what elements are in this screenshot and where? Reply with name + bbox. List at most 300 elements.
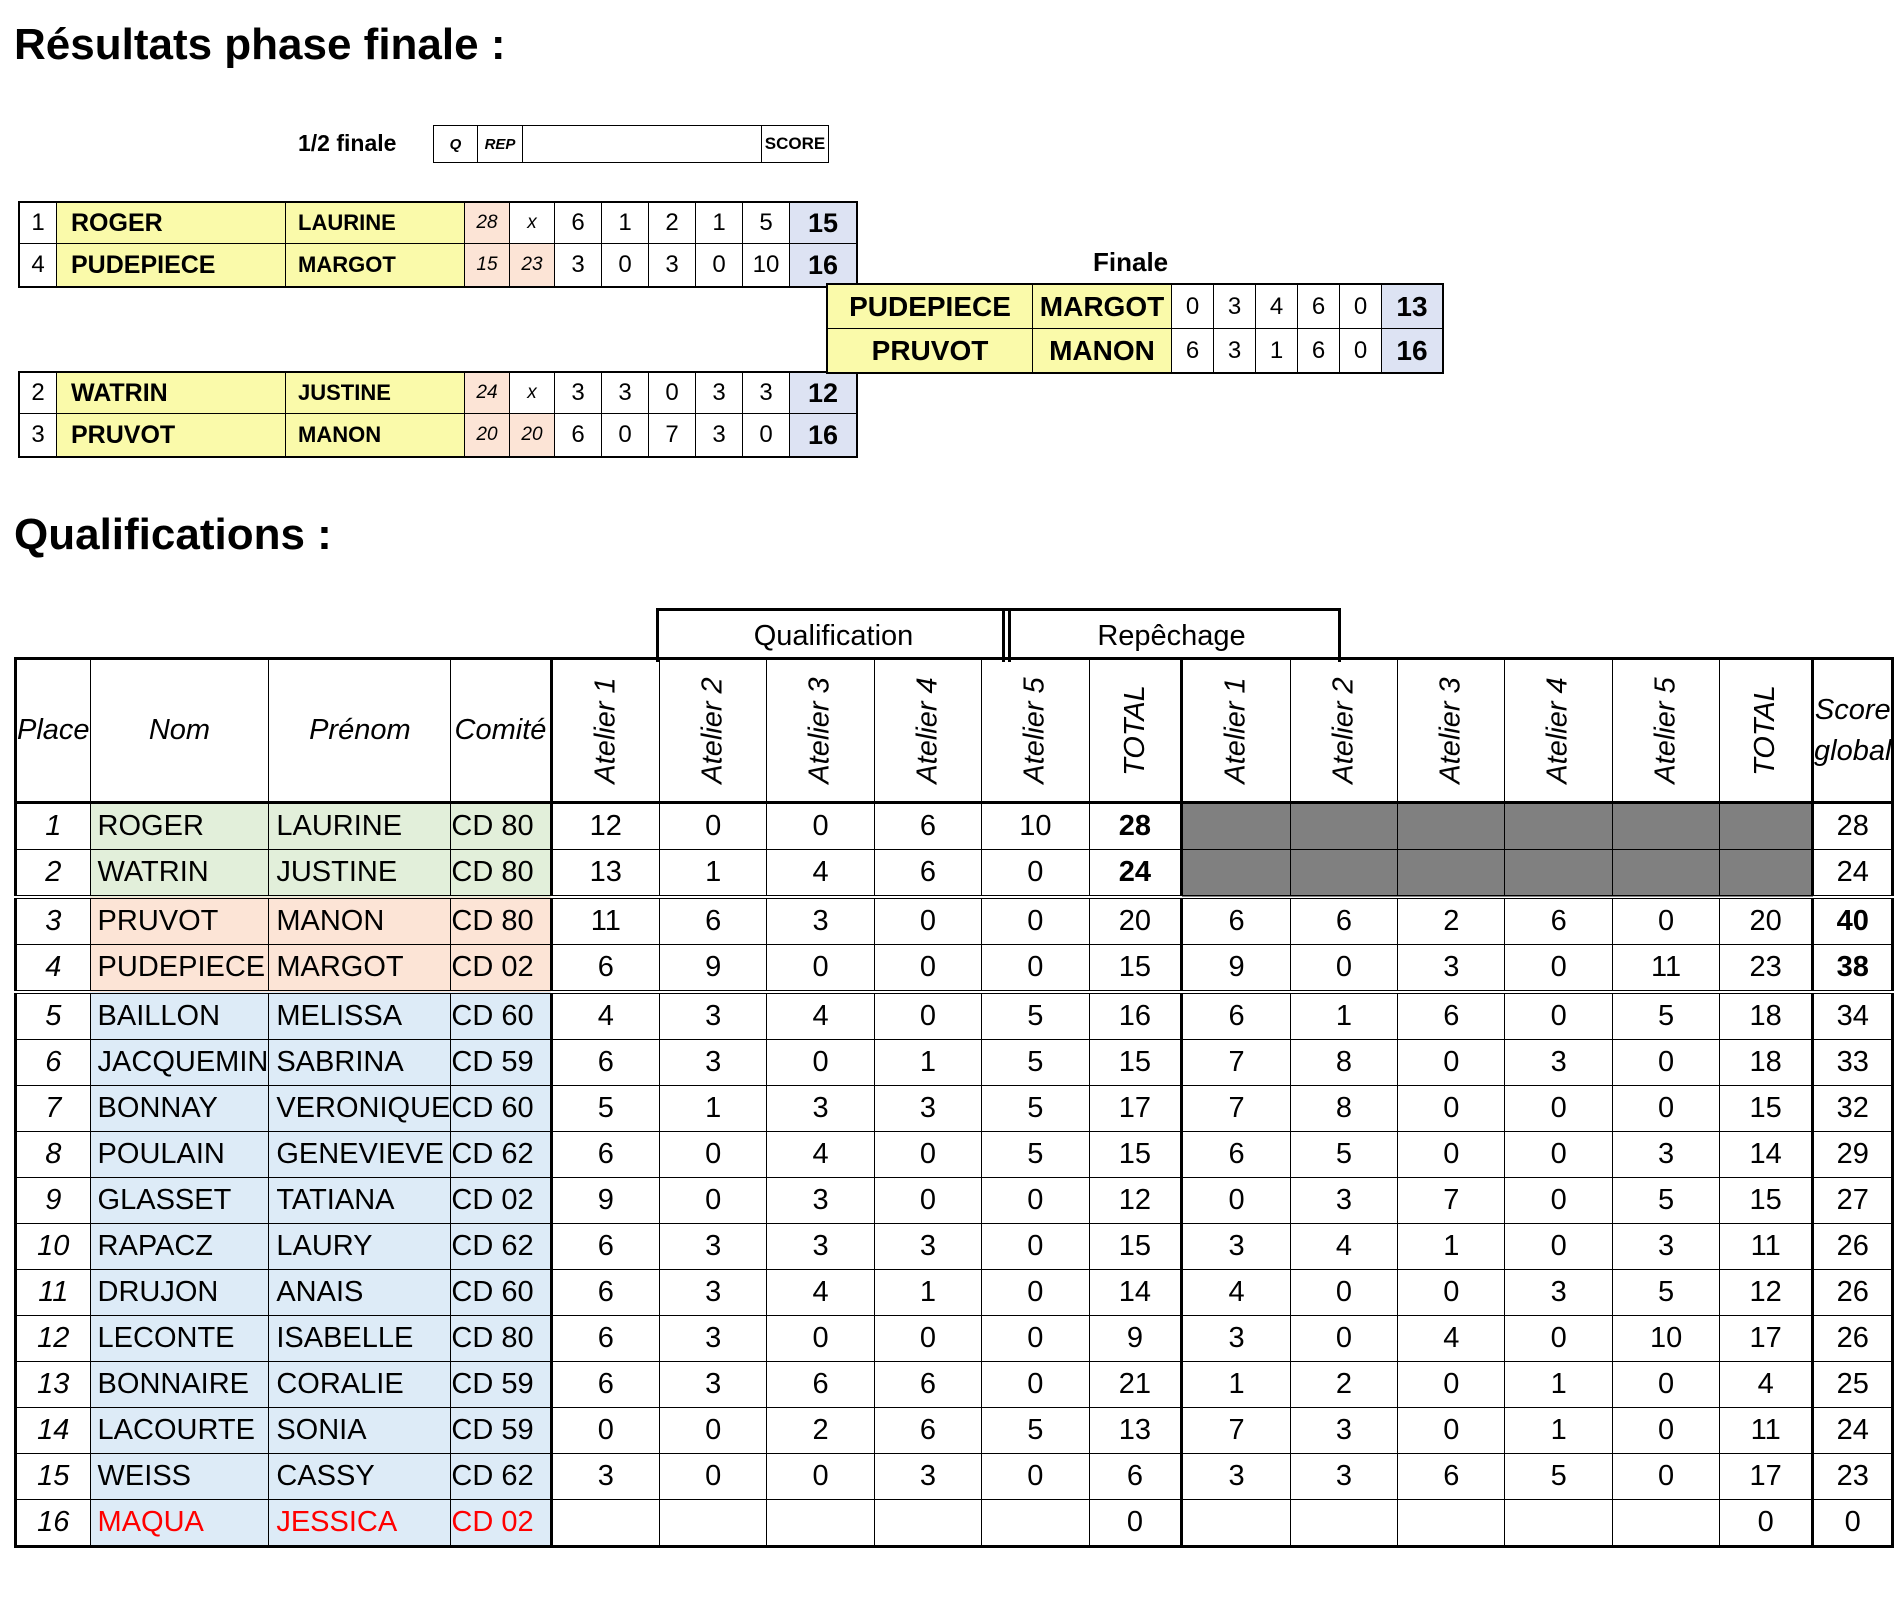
rep-atelier-cell: 3 [1505,1270,1612,1316]
table-row [16,1316,1893,1362]
table-row [16,1500,1893,1547]
comite-cell: CD 02 [451,1178,551,1224]
rep-atelier-cell: 1 [1290,992,1397,1040]
prenom-cell: SONIA [269,1408,451,1454]
rep-atelier-cell: 0 [1612,897,1719,945]
nom-cell: PUDEPIECE [90,945,269,993]
rep-atelier-cell: 3 [1612,1132,1719,1178]
qual-atelier-cell: 0 [982,1178,1089,1224]
table-row [16,897,1893,945]
rep-atelier-cell [1398,850,1505,898]
rep-atelier-cell: 0 [1182,1178,1290,1224]
qual-atelier-cell: 0 [659,1454,766,1500]
seed-number: 2 [19,372,57,414]
header-place: Place [16,659,91,803]
qual-atelier-cell: 5 [551,1086,659,1132]
rep-total-cell: 14 [1720,1132,1813,1178]
qual-atelier-cell: 5 [982,1132,1089,1178]
qual-atelier-cell: 4 [767,992,874,1040]
qual-total-cell: 20 [1089,897,1182,945]
semi-row [19,372,857,414]
qual-atelier-cell: 0 [659,803,766,850]
rep-atelier-cell: 6 [1505,897,1612,945]
comite-cell: CD 60 [451,992,551,1040]
place-cell: 5 [16,992,91,1040]
table-row [16,1224,1893,1270]
player-prenom: MANON [1033,329,1172,374]
qual-atelier-cell: 6 [551,1316,659,1362]
rep-atelier-cell [1612,1500,1719,1547]
rep-atelier-cell: 3 [1182,1316,1290,1362]
group-header-repechage: Repêchage [1002,608,1341,662]
comite-cell: CD 80 [451,1316,551,1362]
qual-total-cell: 21 [1089,1362,1182,1408]
nom-cell: LECONTE [90,1316,269,1362]
repechage-score: x [510,202,555,244]
atelier-score: 0 [696,244,743,288]
prenom-cell: MELISSA [269,992,451,1040]
atelier-score: 0 [602,244,649,288]
atelier-score: 7 [649,414,696,458]
rep-atelier-cell [1290,850,1397,898]
player-prenom: MARGOT [1033,284,1172,329]
comite-cell: CD 60 [451,1270,551,1316]
finale-table [826,283,1444,374]
header-r-atelier-1: Atelier 1 [1182,659,1290,803]
match-score: 15 [790,202,858,244]
qual-total-cell: 15 [1089,1040,1182,1086]
comite-cell: CD 80 [451,803,551,850]
qual-atelier-cell: 0 [874,992,981,1040]
rep-atelier-cell: 1 [1182,1362,1290,1408]
match-score: 12 [790,372,858,414]
qual-atelier-cell: 0 [982,1270,1089,1316]
atelier-score: 1 [696,202,743,244]
qual-atelier-cell: 5 [982,992,1089,1040]
qual-atelier-cell: 0 [982,850,1089,898]
score-global-cell: 38 [1813,945,1893,993]
rep-atelier-cell: 7 [1182,1086,1290,1132]
score-global-cell: 26 [1813,1270,1893,1316]
place-cell: 6 [16,1040,91,1086]
qualif-score: 28 [465,202,510,244]
qual-atelier-cell: 3 [659,1040,766,1086]
atelier-score: 3 [555,372,602,414]
header-r-atelier-2: Atelier 2 [1290,659,1397,803]
rep-atelier-cell: 7 [1398,1178,1505,1224]
comite-cell: CD 59 [451,1408,551,1454]
rep-atelier-cell: 0 [1505,1224,1612,1270]
qual-atelier-cell: 0 [767,1316,874,1362]
rep-total-cell: 4 [1720,1362,1813,1408]
header-r-total: TOTAL [1720,659,1813,803]
comite-cell: CD 59 [451,1362,551,1408]
legend-ateliers-blank [523,126,762,163]
page-title-qualifications: Qualifications : [14,510,332,559]
score-global-cell: 26 [1813,1224,1893,1270]
atelier-score: 2 [649,202,696,244]
table-row [16,1178,1893,1224]
repechage-score: x [510,372,555,414]
rep-atelier-cell [1182,803,1290,850]
place-cell: 10 [16,1224,91,1270]
qual-atelier-cell: 3 [874,1086,981,1132]
qual-atelier-cell: 3 [874,1224,981,1270]
qual-atelier-cell: 0 [551,1408,659,1454]
prenom-cell: LAURINE [269,803,451,850]
qual-total-cell: 9 [1089,1316,1182,1362]
header-r-atelier-5: Atelier 5 [1612,659,1719,803]
atelier-score: 4 [1256,284,1298,329]
prenom-cell: MARGOT [269,945,451,993]
table-row [16,803,1893,850]
score-global-cell: 28 [1813,803,1893,850]
rep-total-cell: 12 [1720,1270,1813,1316]
prenom-cell: VERONIQUE [269,1086,451,1132]
rep-total-cell: 15 [1720,1178,1813,1224]
rep-atelier-cell [1612,850,1719,898]
atelier-score: 0 [1172,284,1214,329]
atelier-score: 3 [696,414,743,458]
atelier-score: 6 [1172,329,1214,374]
place-cell: 7 [16,1086,91,1132]
comite-cell: CD 62 [451,1454,551,1500]
atelier-score: 0 [1340,284,1382,329]
score-global-cell: 29 [1813,1132,1893,1178]
atelier-score: 3 [696,372,743,414]
table-row [16,1362,1893,1408]
nom-cell: WATRIN [90,850,269,898]
atelier-score: 10 [743,244,790,288]
qual-atelier-cell: 0 [767,1454,874,1500]
rep-total-cell [1720,850,1813,898]
rep-atelier-cell: 0 [1290,1316,1397,1362]
place-cell: 3 [16,897,91,945]
qual-atelier-cell: 4 [767,850,874,898]
place-cell: 15 [16,1454,91,1500]
table-row [16,945,1893,993]
qual-atelier-cell: 0 [982,1454,1089,1500]
atelier-score: 6 [555,202,602,244]
place-cell: 9 [16,1178,91,1224]
legend-score: SCORE [762,126,829,163]
prenom-cell: CASSY [269,1454,451,1500]
qual-atelier-cell: 0 [874,1316,981,1362]
qual-atelier-cell: 4 [767,1270,874,1316]
prenom-cell: CORALIE [269,1362,451,1408]
rep-total-cell: 11 [1720,1224,1813,1270]
atelier-score: 1 [602,202,649,244]
rep-atelier-cell [1505,850,1612,898]
player-nom: PUDEPIECE [57,244,286,288]
qual-atelier-cell: 6 [874,1408,981,1454]
qual-atelier-cell: 6 [874,850,981,898]
repechage-score: 23 [510,244,555,288]
qual-atelier-cell: 3 [659,992,766,1040]
place-cell: 11 [16,1270,91,1316]
qual-atelier-cell: 0 [982,1316,1089,1362]
score-global-cell: 34 [1813,992,1893,1040]
rep-atelier-cell: 6 [1398,992,1505,1040]
player-prenom: LAURINE [286,202,465,244]
comite-cell: CD 60 [451,1086,551,1132]
rep-atelier-cell: 3 [1398,945,1505,993]
atelier-score: 0 [743,414,790,458]
table-row [16,1454,1893,1500]
qual-atelier-cell [767,1500,874,1547]
qual-total-cell: 0 [1089,1500,1182,1547]
rep-atelier-cell [1182,1500,1290,1547]
qualif-score: 20 [465,414,510,458]
qual-atelier-cell: 1 [874,1270,981,1316]
rep-atelier-cell: 0 [1398,1132,1505,1178]
header-r-atelier-4: Atelier 4 [1505,659,1612,803]
place-cell: 12 [16,1316,91,1362]
rep-atelier-cell: 2 [1290,1362,1397,1408]
atelier-score: 5 [743,202,790,244]
qual-atelier-cell: 3 [659,1224,766,1270]
qual-atelier-cell: 3 [551,1454,659,1500]
rep-total-cell: 17 [1720,1316,1813,1362]
header-prenom: Prénom [269,659,451,803]
atelier-score: 6 [1298,329,1340,374]
rep-atelier-cell [1290,803,1397,850]
rep-atelier-cell: 0 [1505,1132,1612,1178]
qual-atelier-cell: 6 [551,1270,659,1316]
qual-atelier-cell: 5 [982,1040,1089,1086]
qual-total-cell: 15 [1089,1132,1182,1178]
nom-cell: WEISS [90,1454,269,1500]
comite-cell: CD 02 [451,945,551,993]
qual-atelier-cell: 10 [982,803,1089,850]
rep-total-cell: 18 [1720,1040,1813,1086]
legend-q: Q [434,126,478,163]
qual-atelier-cell: 6 [551,1224,659,1270]
semi-final-2 [18,371,858,458]
rep-atelier-cell: 6 [1398,1454,1505,1500]
qualification-table [14,657,1894,1548]
comite-cell: CD 80 [451,897,551,945]
rep-total-cell: 11 [1720,1408,1813,1454]
rep-atelier-cell: 9 [1182,945,1290,993]
qual-total-cell: 6 [1089,1454,1182,1500]
qual-total-cell: 13 [1089,1408,1182,1454]
prenom-cell: MANON [269,897,451,945]
rep-atelier-cell: 4 [1398,1316,1505,1362]
score-global-cell: 25 [1813,1362,1893,1408]
rep-atelier-cell: 0 [1505,945,1612,993]
rep-atelier-cell: 3 [1290,1178,1397,1224]
score-global-cell: 27 [1813,1178,1893,1224]
header-q-atelier-2: Atelier 2 [659,659,766,803]
qual-atelier-cell [874,1500,981,1547]
rep-atelier-cell [1612,803,1719,850]
qual-atelier-cell [659,1500,766,1547]
nom-cell: RAPACZ [90,1224,269,1270]
nom-cell: JACQUEMIN [90,1040,269,1086]
qual-atelier-cell: 3 [767,1086,874,1132]
comite-cell: CD 62 [451,1132,551,1178]
rep-atelier-cell: 0 [1505,992,1612,1040]
seed-number: 1 [19,202,57,244]
qual-atelier-cell: 3 [874,1454,981,1500]
qual-atelier-cell: 3 [659,1270,766,1316]
qual-atelier-cell: 12 [551,803,659,850]
qual-total-cell: 14 [1089,1270,1182,1316]
header-q-atelier-3: Atelier 3 [767,659,874,803]
qual-atelier-cell: 0 [982,945,1089,993]
rep-atelier-cell: 0 [1612,1040,1719,1086]
atelier-score: 3 [743,372,790,414]
qual-atelier-cell: 0 [767,945,874,993]
rep-atelier-cell [1505,1500,1612,1547]
player-nom: PRUVOT [827,329,1033,374]
nom-cell: GLASSET [90,1178,269,1224]
seed-number: 3 [19,414,57,458]
rep-atelier-cell [1398,1500,1505,1547]
rep-atelier-cell [1182,850,1290,898]
table-row [16,1040,1893,1086]
qual-atelier-cell: 6 [551,1040,659,1086]
qual-atelier-cell: 13 [551,850,659,898]
qual-atelier-cell: 6 [767,1362,874,1408]
rep-atelier-cell: 7 [1182,1408,1290,1454]
qual-atelier-cell: 11 [551,897,659,945]
qual-atelier-cell: 0 [982,1224,1089,1270]
rep-atelier-cell: 0 [1612,1408,1719,1454]
qual-atelier-cell: 6 [551,945,659,993]
rep-atelier-cell: 8 [1290,1086,1397,1132]
comite-cell: CD 59 [451,1040,551,1086]
player-nom: PUDEPIECE [827,284,1033,329]
rep-atelier-cell: 1 [1398,1224,1505,1270]
rep-atelier-cell: 11 [1612,945,1719,993]
semi-row [19,244,857,288]
rep-atelier-cell: 10 [1612,1316,1719,1362]
rep-atelier-cell: 5 [1612,1270,1719,1316]
rep-atelier-cell: 0 [1398,1040,1505,1086]
rep-atelier-cell: 2 [1398,897,1505,945]
qual-total-cell: 16 [1089,992,1182,1040]
score-global-cell: 26 [1813,1316,1893,1362]
qual-atelier-cell: 3 [767,1178,874,1224]
qual-atelier-cell: 0 [874,945,981,993]
table-row [16,850,1893,898]
rep-atelier-cell: 0 [1505,1086,1612,1132]
rep-total-cell: 23 [1720,945,1813,993]
finale-label: Finale [1093,247,1169,277]
player-nom: WATRIN [57,372,286,414]
qual-total-cell: 17 [1089,1086,1182,1132]
match-score: 13 [1382,284,1444,329]
table-row [16,1270,1893,1316]
rep-atelier-cell: 0 [1505,1316,1612,1362]
qual-atelier-cell: 6 [659,897,766,945]
qual-atelier-cell: 6 [551,1132,659,1178]
place-cell: 14 [16,1408,91,1454]
place-cell: 16 [16,1500,91,1547]
atelier-score: 6 [555,414,602,458]
prenom-cell: GENEVIEVE [269,1132,451,1178]
rep-atelier-cell: 0 [1290,1270,1397,1316]
rep-atelier-cell: 3 [1182,1454,1290,1500]
rep-atelier-cell: 0 [1290,945,1397,993]
nom-cell: PRUVOT [90,897,269,945]
group-header-qualification: Qualification [656,608,1011,662]
rep-atelier-cell: 3 [1290,1408,1397,1454]
atelier-score: 3 [649,244,696,288]
qual-total-cell: 28 [1089,803,1182,850]
qual-total-cell: 15 [1089,945,1182,993]
qual-atelier-cell: 5 [982,1408,1089,1454]
atelier-score: 3 [1214,284,1256,329]
rep-atelier-cell: 7 [1182,1040,1290,1086]
rep-total-cell: 15 [1720,1086,1813,1132]
prenom-cell: ANAIS [269,1270,451,1316]
rep-total-cell: 17 [1720,1454,1813,1500]
qual-atelier-cell: 1 [659,1086,766,1132]
qual-atelier-cell: 3 [767,1224,874,1270]
place-cell: 8 [16,1132,91,1178]
rep-total-cell: 0 [1720,1500,1813,1547]
prenom-cell: JUSTINE [269,850,451,898]
table-header-row [16,659,1893,803]
nom-cell: BAILLON [90,992,269,1040]
place-cell: 1 [16,803,91,850]
table-row [16,1408,1893,1454]
rep-atelier-cell: 6 [1182,992,1290,1040]
rep-atelier-cell: 3 [1182,1224,1290,1270]
rep-atelier-cell: 0 [1398,1362,1505,1408]
score-global-cell: 24 [1813,1408,1893,1454]
rep-atelier-cell: 0 [1612,1454,1719,1500]
match-score: 16 [1382,329,1444,374]
rep-atelier-cell: 5 [1505,1454,1612,1500]
prenom-cell: TATIANA [269,1178,451,1224]
rep-atelier-cell: 0 [1398,1086,1505,1132]
rep-atelier-cell [1398,803,1505,850]
qual-atelier-cell: 1 [659,850,766,898]
qualif-score: 24 [465,372,510,414]
header-q-atelier-1: Atelier 1 [551,659,659,803]
qual-atelier-cell: 1 [874,1040,981,1086]
atelier-score: 3 [1214,329,1256,374]
qual-atelier-cell [551,1500,659,1547]
player-nom: PRUVOT [57,414,286,458]
rep-atelier-cell: 0 [1398,1408,1505,1454]
rep-atelier-cell: 8 [1290,1040,1397,1086]
match-score: 16 [790,244,858,288]
comite-cell: CD 02 [451,1500,551,1547]
qual-total-cell: 15 [1089,1224,1182,1270]
comite-cell: CD 62 [451,1224,551,1270]
rep-atelier-cell: 0 [1505,1178,1612,1224]
qual-atelier-cell: 4 [551,992,659,1040]
semi-row [19,202,857,244]
header-q-atelier-4: Atelier 4 [874,659,981,803]
semi-row [19,414,857,458]
atelier-score: 0 [602,414,649,458]
qual-atelier-cell: 0 [874,1178,981,1224]
match-score: 16 [790,414,858,458]
player-prenom: JUSTINE [286,372,465,414]
rep-atelier-cell: 4 [1182,1270,1290,1316]
nom-cell: POULAIN [90,1132,269,1178]
repechage-score: 20 [510,414,555,458]
atelier-score: 0 [1340,329,1382,374]
nom-cell: MAQUA [90,1500,269,1547]
header-r-atelier-3: Atelier 3 [1398,659,1505,803]
